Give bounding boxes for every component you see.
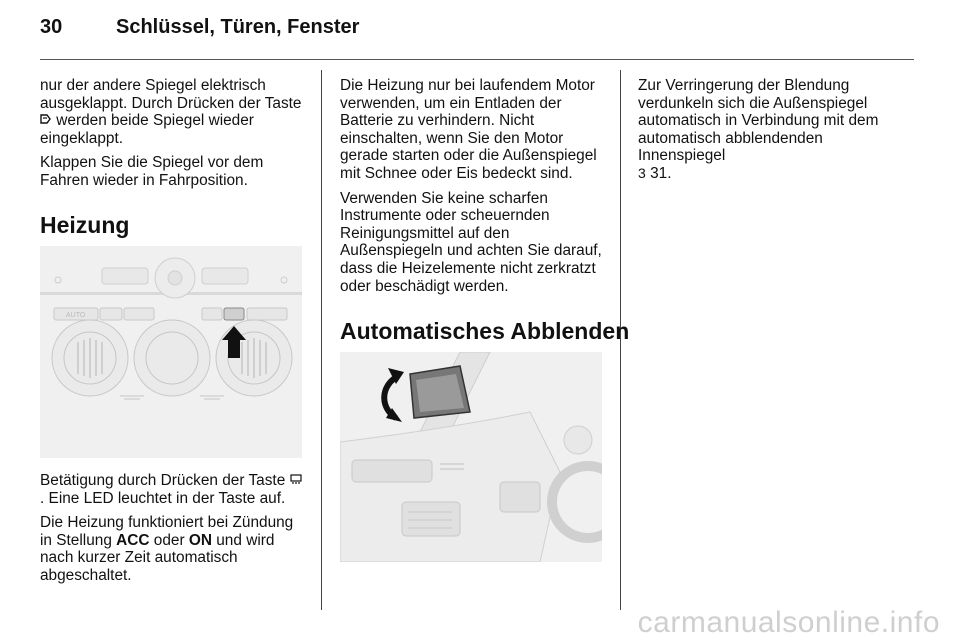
column-3	[638, 77, 910, 190]
paragraph-fold-back: Klappen Sie die Spiegel vor dem Fahren wieder in Fahrposition.	[40, 154, 264, 189]
on-label: ON	[188, 531, 212, 549]
acc-label: ACC	[116, 531, 150, 549]
text: . Eine LED leuchtet in der Taste auf.	[40, 489, 286, 507]
paragraph-ignition	[40, 514, 304, 584]
chapter-title: Schlüssel, Türen, Fenster	[116, 16, 360, 38]
watermark: carmanualsonline.info	[637, 606, 940, 639]
column-1-bottom	[40, 472, 304, 592]
column-2	[340, 77, 604, 302]
heading-auto-dimming: Automatisches Abblenden	[340, 318, 630, 344]
fold-mirror-icon	[40, 112, 52, 130]
heading-heizung: Heizung	[40, 212, 130, 238]
paragraph-engine-running: Die Heizung nur bei laufendem Motor verwenden, um ein Entladen der Batterie zu verhindern. Nicht einschalten, wenn Sie den Motor gerade starten oder die Außenspiegel mit Schnee oder Eis bedeckt sind.	[340, 77, 597, 182]
text: Zur Verringerung der Blendung verdunkeln sich die Außenspiegel automatisch in Verbindung mit dem automatisch abblendenden Innenspiegel	[638, 77, 879, 165]
heater-panel-illustration	[40, 246, 302, 458]
page-reference[interactable]	[638, 165, 671, 182]
column-1-top	[40, 77, 304, 197]
page-header	[40, 16, 359, 46]
reference-page: 31.	[650, 164, 672, 182]
column-divider-1	[321, 70, 322, 610]
auto-button-label: AUTO	[66, 312, 86, 319]
page-number: 30	[40, 16, 63, 38]
text: Die Heizung funktioniert bei Zündung in Stellung	[40, 514, 294, 549]
text: Betätigung durch Drücken der Taste	[40, 472, 290, 489]
paragraph-no-sharp-tools: Verwenden Sie keine scharfen Instrumente oder scheuernden Reinigungsmittel auf den Außenspiegeln und achten Sie darauf, dass die Heizelemente nicht zerkratzt oder beschädigt werden.	[340, 189, 602, 295]
text: werden beide Spiegel wieder eingeklappt.	[40, 112, 254, 147]
paragraph-dimming	[638, 77, 910, 183]
text: nur der andere Spiegel elektrisch ausgeklappt. Durch Drücken der Taste	[40, 77, 302, 112]
paragraph-fold-mirrors	[40, 77, 304, 147]
reference-arrow-icon: 3	[638, 164, 646, 181]
header-divider	[40, 59, 914, 60]
text: und wird nach kurzer Zeit automatisch abgeschaltet.	[40, 531, 275, 584]
auto-dimming-mirror-illustration	[340, 352, 602, 562]
text: oder	[149, 531, 189, 549]
heated-mirror-icon	[290, 472, 302, 490]
paragraph-press-button	[40, 472, 304, 507]
